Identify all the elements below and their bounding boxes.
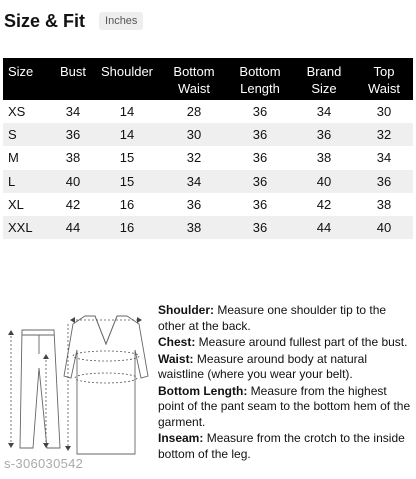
instruction-text: Measure around body at natural waistline (where you wear your belt). <box>158 351 368 381</box>
cell-brand-size: 44 <box>316 220 332 236</box>
cell-brand-size: 42 <box>316 196 332 212</box>
table-header-row <box>3 58 413 100</box>
cell-brand-size: 34 <box>316 104 332 120</box>
col-header-bottom-length <box>227 58 293 100</box>
cell-top-waist: 30 <box>376 104 392 120</box>
watermark: s-306030542 <box>4 456 84 471</box>
instruction-shoulder <box>158 303 414 334</box>
cell-size: XXL <box>8 220 33 236</box>
cell-bust: 40 <box>65 173 81 189</box>
col-header-size <box>3 58 53 100</box>
cell-top-waist: 32 <box>376 127 392 143</box>
table-row <box>3 216 413 239</box>
cell-bust: 38 <box>65 150 81 166</box>
cell-bottom-waist: 28 <box>186 104 202 120</box>
cell-top-waist: 36 <box>376 173 392 189</box>
cell-shoulder: 16 <box>119 220 135 236</box>
cell-bust: 42 <box>65 196 81 212</box>
table-row <box>3 100 413 123</box>
cell-size: XS <box>8 104 26 120</box>
pants-drawing <box>20 330 60 448</box>
col-header-size-label: Size <box>8 64 34 79</box>
table-row <box>3 170 413 193</box>
instruction-term: Waist: <box>158 351 194 366</box>
instruction-bottom-length <box>158 384 414 431</box>
cell-shoulder: 14 <box>119 127 135 143</box>
dress-drawing <box>64 316 148 454</box>
cell-bottom-waist: 38 <box>186 220 202 236</box>
instruction-term: Chest: <box>158 335 196 349</box>
cell-bottom-waist: 36 <box>186 196 202 212</box>
instruction-chest <box>158 335 414 351</box>
cell-top-waist: 38 <box>376 196 392 212</box>
measurement-illustration <box>2 308 152 463</box>
col-header-shoulder <box>93 58 161 100</box>
col-header-brand-size <box>293 58 355 100</box>
instruction-text: Measure from the highest point of the pant seam to the bottom hem of the garment. <box>158 383 411 429</box>
cell-bottom-length: 36 <box>252 127 268 143</box>
cell-top-waist: 40 <box>376 220 392 236</box>
instruction-text: Measure around fullest part of the bust. <box>195 335 408 349</box>
cell-brand-size: 36 <box>316 127 332 143</box>
cell-bottom-length: 36 <box>252 173 268 189</box>
instruction-text: Measure from the crotch to the inside bottom of the leg. <box>158 431 405 461</box>
cell-bottom-waist: 30 <box>186 127 202 143</box>
cell-bottom-length: 36 <box>252 150 268 166</box>
cell-size: M <box>8 150 19 166</box>
cell-top-waist: 34 <box>376 150 392 166</box>
page-title: Size & Fit <box>4 10 86 31</box>
table-row <box>3 146 413 169</box>
measurement-instructions <box>158 303 414 463</box>
col-header-bottom-length-label: Bottom Length <box>239 64 281 96</box>
instruction-waist <box>158 352 414 383</box>
cell-shoulder: 16 <box>119 196 135 212</box>
cell-bust: 44 <box>65 220 81 236</box>
cell-bust: 36 <box>65 127 81 143</box>
col-header-bust-label: Bust <box>59 64 86 79</box>
cell-bottom-waist: 32 <box>186 150 202 166</box>
instruction-inseam <box>158 431 414 462</box>
cell-size: S <box>8 127 17 143</box>
table-row <box>3 123 413 146</box>
instruction-term: Inseam: <box>158 431 204 445</box>
col-header-bottom-waist-label: Bottom Waist <box>173 64 215 96</box>
table-row <box>3 193 413 216</box>
col-header-bust <box>53 58 93 100</box>
cell-brand-size: 38 <box>316 150 332 166</box>
cell-shoulder: 14 <box>119 104 135 120</box>
instruction-term: Bottom Length: <box>158 383 248 398</box>
col-header-bottom-waist <box>161 58 227 100</box>
cell-bottom-waist: 34 <box>186 173 202 189</box>
cell-size: L <box>8 173 16 189</box>
col-header-top-waist-label: Top Waist <box>367 64 401 96</box>
instruction-term: Shoulder: <box>158 303 214 317</box>
instruction-text: Measure one shoulder tip to the other at the back. <box>158 303 387 333</box>
cell-bottom-length: 36 <box>252 220 268 236</box>
cell-shoulder: 15 <box>119 173 135 189</box>
header <box>4 10 143 32</box>
cell-size: XL <box>8 196 24 212</box>
cell-brand-size: 40 <box>316 173 332 189</box>
col-header-top-waist <box>355 58 413 100</box>
cell-shoulder: 15 <box>119 150 135 166</box>
cell-bust: 34 <box>65 104 81 120</box>
size-chart-table <box>3 58 413 239</box>
col-header-shoulder-label: Shoulder <box>100 64 154 79</box>
cell-bottom-length: 36 <box>252 104 268 120</box>
col-header-brand-size-label: Brand Size <box>306 64 342 96</box>
unit-badge[interactable]: Inches <box>99 12 143 30</box>
cell-bottom-length: 36 <box>252 196 268 212</box>
